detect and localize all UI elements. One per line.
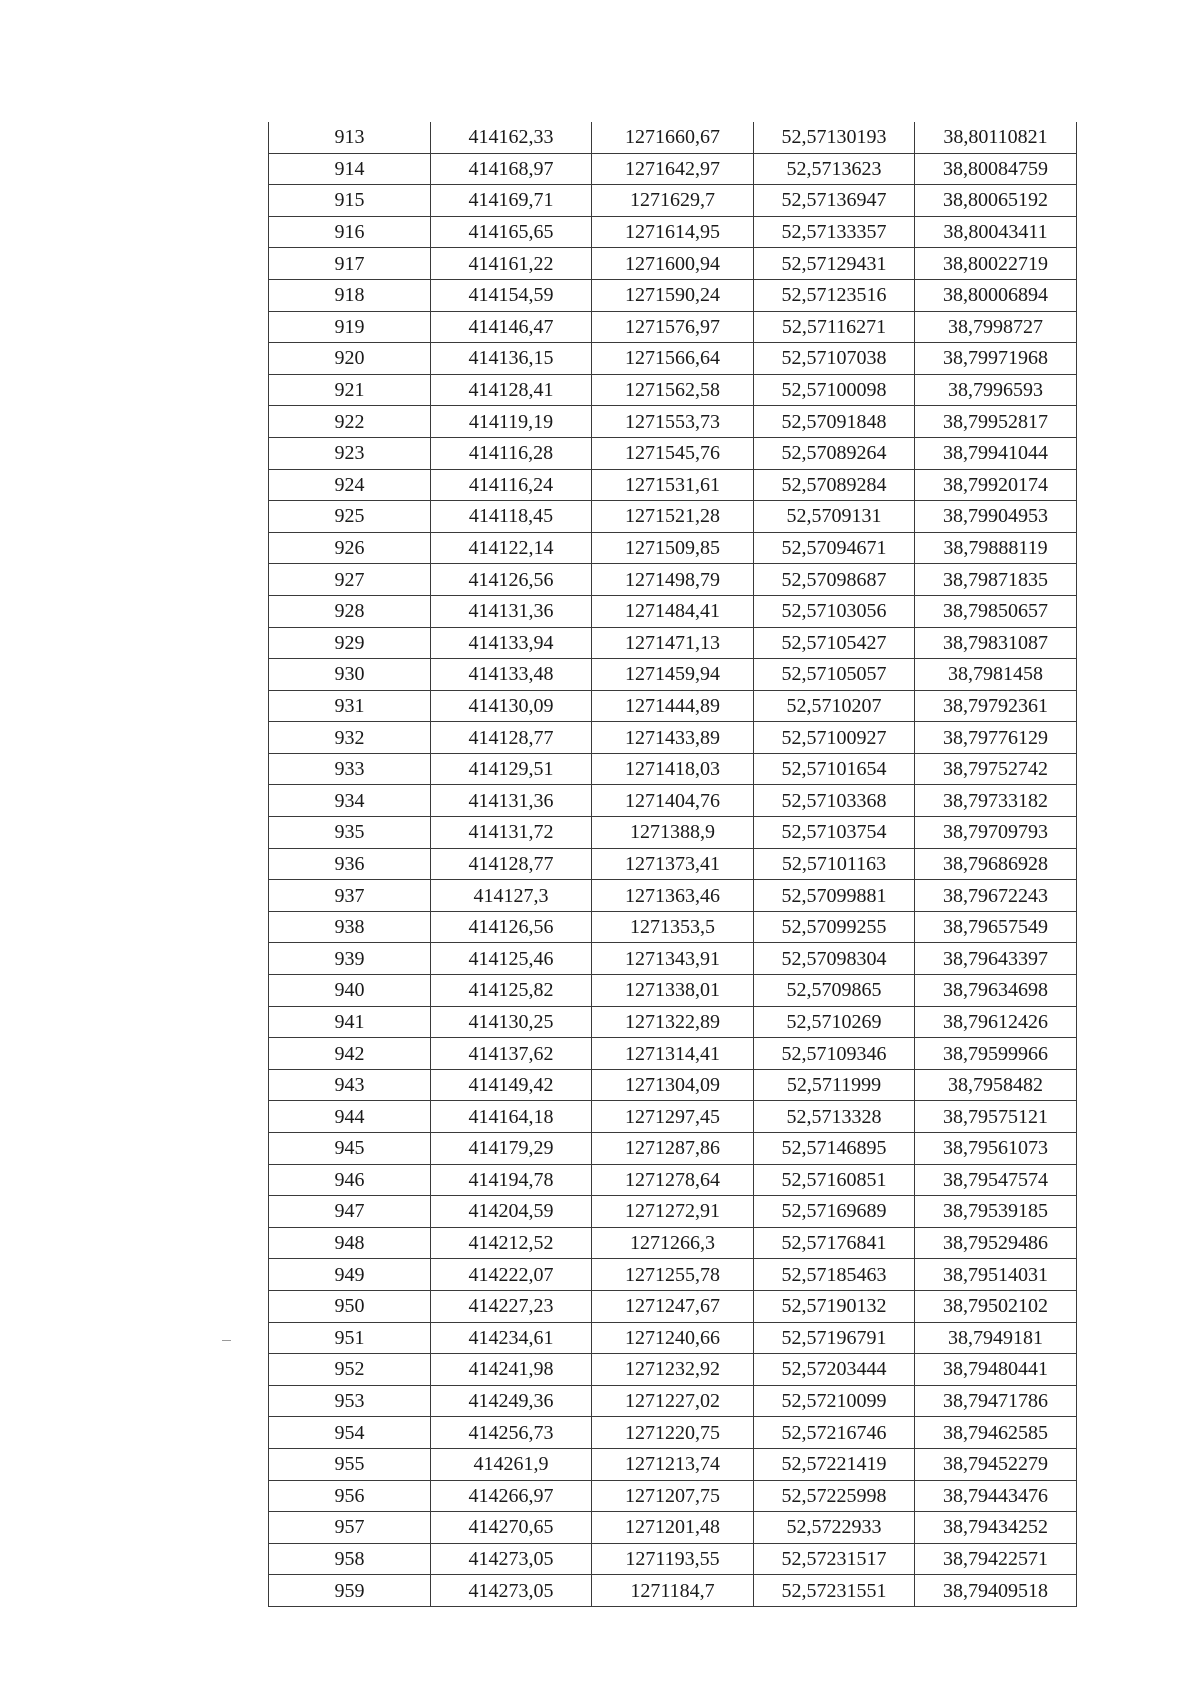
latitude-cell: 52,57100098 [754, 374, 915, 406]
longitude-cell: 38,79612426 [915, 1006, 1077, 1038]
y-coordinate-cell: 1271553,73 [592, 406, 754, 438]
y-coordinate-cell: 1271232,92 [592, 1354, 754, 1386]
table-row [269, 1069, 1077, 1101]
point-number-cell: 939 [269, 943, 431, 975]
point-number-cell: 934 [269, 785, 431, 817]
longitude-cell: 38,79952817 [915, 406, 1077, 438]
table-row [269, 1164, 1077, 1196]
point-number-cell: 915 [269, 185, 431, 217]
y-coordinate-cell: 1271545,76 [592, 437, 754, 469]
longitude-cell: 38,79904953 [915, 501, 1077, 533]
longitude-cell: 38,79941044 [915, 437, 1077, 469]
table-row [269, 1133, 1077, 1165]
table-row [269, 785, 1077, 817]
table-row [269, 1354, 1077, 1386]
x-coordinate-cell: 414131,36 [431, 785, 592, 817]
y-coordinate-cell: 1271338,01 [592, 975, 754, 1007]
x-coordinate-cell: 414125,46 [431, 943, 592, 975]
point-number-cell: 926 [269, 532, 431, 564]
x-coordinate-cell: 414212,52 [431, 1227, 592, 1259]
y-coordinate-cell: 1271531,61 [592, 469, 754, 501]
table-row [269, 406, 1077, 438]
x-coordinate-cell: 414116,28 [431, 437, 592, 469]
y-coordinate-cell: 1271600,94 [592, 248, 754, 280]
y-coordinate-cell: 1271471,13 [592, 627, 754, 659]
table-row [269, 627, 1077, 659]
latitude-cell: 52,5709131 [754, 501, 915, 533]
longitude-cell: 38,79792361 [915, 690, 1077, 722]
latitude-cell: 52,57136947 [754, 185, 915, 217]
latitude-cell: 52,5713623 [754, 153, 915, 185]
y-coordinate-cell: 1271272,91 [592, 1196, 754, 1228]
latitude-cell: 52,57101654 [754, 753, 915, 785]
x-coordinate-cell: 414162,33 [431, 122, 592, 153]
latitude-cell: 52,57094671 [754, 532, 915, 564]
y-coordinate-cell: 1271509,85 [592, 532, 754, 564]
table-row [269, 690, 1077, 722]
latitude-cell: 52,57107038 [754, 343, 915, 375]
longitude-cell: 38,79686928 [915, 848, 1077, 880]
longitude-cell: 38,80043411 [915, 216, 1077, 248]
y-coordinate-cell: 1271287,86 [592, 1133, 754, 1165]
latitude-cell: 52,57231551 [754, 1575, 915, 1607]
latitude-cell: 52,57098687 [754, 564, 915, 596]
longitude-cell: 38,79971968 [915, 343, 1077, 375]
longitude-cell: 38,79561073 [915, 1133, 1077, 1165]
table-row [269, 722, 1077, 754]
table-row [269, 911, 1077, 943]
y-coordinate-cell: 1271201,48 [592, 1512, 754, 1544]
y-coordinate-cell: 1271629,7 [592, 185, 754, 217]
y-coordinate-cell: 1271521,28 [592, 501, 754, 533]
point-number-cell: 920 [269, 343, 431, 375]
table-row [269, 122, 1077, 153]
x-coordinate-cell: 414270,65 [431, 1512, 592, 1544]
x-coordinate-cell: 414119,19 [431, 406, 592, 438]
point-number-cell: 954 [269, 1417, 431, 1449]
point-number-cell: 914 [269, 153, 431, 185]
x-coordinate-cell: 414169,71 [431, 185, 592, 217]
y-coordinate-cell: 1271566,64 [592, 343, 754, 375]
y-coordinate-cell: 1271193,55 [592, 1543, 754, 1575]
longitude-cell: 38,79920174 [915, 469, 1077, 501]
y-coordinate-cell: 1271444,89 [592, 690, 754, 722]
longitude-cell: 38,79462585 [915, 1417, 1077, 1449]
y-coordinate-cell: 1271304,09 [592, 1069, 754, 1101]
x-coordinate-cell: 414256,73 [431, 1417, 592, 1449]
x-coordinate-cell: 414227,23 [431, 1290, 592, 1322]
latitude-cell: 52,57130193 [754, 122, 915, 153]
longitude-cell: 38,79733182 [915, 785, 1077, 817]
x-coordinate-cell: 414204,59 [431, 1196, 592, 1228]
table-row [269, 469, 1077, 501]
latitude-cell: 52,5711999 [754, 1069, 915, 1101]
longitude-cell: 38,79452279 [915, 1448, 1077, 1480]
x-coordinate-cell: 414126,56 [431, 564, 592, 596]
x-coordinate-cell: 414129,51 [431, 753, 592, 785]
point-number-cell: 943 [269, 1069, 431, 1101]
latitude-cell: 52,57100927 [754, 722, 915, 754]
longitude-cell: 38,80022719 [915, 248, 1077, 280]
table-row [269, 817, 1077, 849]
longitude-cell: 38,79434252 [915, 1512, 1077, 1544]
y-coordinate-cell: 1271227,02 [592, 1385, 754, 1417]
table-row [269, 943, 1077, 975]
table-row [269, 1575, 1077, 1607]
y-coordinate-cell: 1271388,9 [592, 817, 754, 849]
latitude-cell: 52,57169689 [754, 1196, 915, 1228]
x-coordinate-cell: 414261,9 [431, 1448, 592, 1480]
table-row [269, 343, 1077, 375]
point-number-cell: 933 [269, 753, 431, 785]
table-row [269, 153, 1077, 185]
longitude-cell: 38,7949181 [915, 1322, 1077, 1354]
y-coordinate-cell: 1271322,89 [592, 1006, 754, 1038]
y-coordinate-cell: 1271614,95 [592, 216, 754, 248]
coordinates-table-body [269, 122, 1077, 1606]
longitude-cell: 38,79443476 [915, 1480, 1077, 1512]
table-row [269, 1259, 1077, 1291]
longitude-cell: 38,79831087 [915, 627, 1077, 659]
latitude-cell: 52,57116271 [754, 311, 915, 343]
point-number-cell: 952 [269, 1354, 431, 1386]
point-number-cell: 948 [269, 1227, 431, 1259]
point-number-cell: 913 [269, 122, 431, 153]
y-coordinate-cell: 1271353,5 [592, 911, 754, 943]
point-number-cell: 938 [269, 911, 431, 943]
table-row [269, 1543, 1077, 1575]
point-number-cell: 949 [269, 1259, 431, 1291]
point-number-cell: 935 [269, 817, 431, 849]
point-number-cell: 945 [269, 1133, 431, 1165]
point-number-cell: 918 [269, 279, 431, 311]
x-coordinate-cell: 414131,72 [431, 817, 592, 849]
longitude-cell: 38,7958482 [915, 1069, 1077, 1101]
y-coordinate-cell: 1271404,76 [592, 785, 754, 817]
table-row [269, 248, 1077, 280]
x-coordinate-cell: 414122,14 [431, 532, 592, 564]
y-coordinate-cell: 1271433,89 [592, 722, 754, 754]
table-row [269, 1006, 1077, 1038]
x-coordinate-cell: 414273,05 [431, 1543, 592, 1575]
table-row [269, 848, 1077, 880]
table-row [269, 753, 1077, 785]
y-coordinate-cell: 1271418,03 [592, 753, 754, 785]
point-number-cell: 917 [269, 248, 431, 280]
point-number-cell: 923 [269, 437, 431, 469]
latitude-cell: 52,57221419 [754, 1448, 915, 1480]
longitude-cell: 38,79502102 [915, 1290, 1077, 1322]
table-row [269, 437, 1077, 469]
x-coordinate-cell: 414128,41 [431, 374, 592, 406]
y-coordinate-cell: 1271255,78 [592, 1259, 754, 1291]
longitude-cell: 38,7996593 [915, 374, 1077, 406]
point-number-cell: 953 [269, 1385, 431, 1417]
point-number-cell: 925 [269, 501, 431, 533]
longitude-cell: 38,7998727 [915, 311, 1077, 343]
longitude-cell: 38,80084759 [915, 153, 1077, 185]
y-coordinate-cell: 1271498,79 [592, 564, 754, 596]
table-row [269, 1417, 1077, 1449]
table-row [269, 216, 1077, 248]
point-number-cell: 931 [269, 690, 431, 722]
point-number-cell: 928 [269, 595, 431, 627]
x-coordinate-cell: 414125,82 [431, 975, 592, 1007]
latitude-cell: 52,57123516 [754, 279, 915, 311]
x-coordinate-cell: 414116,24 [431, 469, 592, 501]
table-row [269, 564, 1077, 596]
x-coordinate-cell: 414241,98 [431, 1354, 592, 1386]
x-coordinate-cell: 414154,59 [431, 279, 592, 311]
latitude-cell: 52,57105427 [754, 627, 915, 659]
x-coordinate-cell: 414127,3 [431, 880, 592, 912]
y-coordinate-cell: 1271297,45 [592, 1101, 754, 1133]
point-number-cell: 946 [269, 1164, 431, 1196]
y-coordinate-cell: 1271363,46 [592, 880, 754, 912]
x-coordinate-cell: 414136,15 [431, 343, 592, 375]
latitude-cell: 52,57091848 [754, 406, 915, 438]
point-number-cell: 936 [269, 848, 431, 880]
point-number-cell: 944 [269, 1101, 431, 1133]
latitude-cell: 52,5710207 [754, 690, 915, 722]
x-coordinate-cell: 414164,18 [431, 1101, 592, 1133]
latitude-cell: 52,57089284 [754, 469, 915, 501]
point-number-cell: 940 [269, 975, 431, 1007]
x-coordinate-cell: 414133,48 [431, 659, 592, 691]
latitude-cell: 52,57203444 [754, 1354, 915, 1386]
y-coordinate-cell: 1271207,75 [592, 1480, 754, 1512]
y-coordinate-cell: 1271266,3 [592, 1227, 754, 1259]
latitude-cell: 52,57216746 [754, 1417, 915, 1449]
longitude-cell: 38,7981458 [915, 659, 1077, 691]
x-coordinate-cell: 414165,65 [431, 216, 592, 248]
scan-mark [222, 1340, 231, 1341]
point-number-cell: 957 [269, 1512, 431, 1544]
x-coordinate-cell: 414222,07 [431, 1259, 592, 1291]
latitude-cell: 52,57103368 [754, 785, 915, 817]
latitude-cell: 52,57101163 [754, 848, 915, 880]
point-number-cell: 941 [269, 1006, 431, 1038]
longitude-cell: 38,79672243 [915, 880, 1077, 912]
y-coordinate-cell: 1271247,67 [592, 1290, 754, 1322]
point-number-cell: 955 [269, 1448, 431, 1480]
longitude-cell: 38,79752742 [915, 753, 1077, 785]
x-coordinate-cell: 414128,77 [431, 722, 592, 754]
y-coordinate-cell: 1271459,94 [592, 659, 754, 691]
point-number-cell: 929 [269, 627, 431, 659]
latitude-cell: 52,5713328 [754, 1101, 915, 1133]
x-coordinate-cell: 414249,36 [431, 1385, 592, 1417]
longitude-cell: 38,79850657 [915, 595, 1077, 627]
longitude-cell: 38,79776129 [915, 722, 1077, 754]
latitude-cell: 52,57089264 [754, 437, 915, 469]
point-number-cell: 950 [269, 1290, 431, 1322]
table-row [269, 1038, 1077, 1070]
x-coordinate-cell: 414273,05 [431, 1575, 592, 1607]
y-coordinate-cell: 1271576,97 [592, 311, 754, 343]
longitude-cell: 38,79888119 [915, 532, 1077, 564]
x-coordinate-cell: 414131,36 [431, 595, 592, 627]
longitude-cell: 38,79514031 [915, 1259, 1077, 1291]
table-row [269, 185, 1077, 217]
longitude-cell: 38,79529486 [915, 1227, 1077, 1259]
x-coordinate-cell: 414126,56 [431, 911, 592, 943]
latitude-cell: 52,57099255 [754, 911, 915, 943]
latitude-cell: 52,57099881 [754, 880, 915, 912]
latitude-cell: 52,57225998 [754, 1480, 915, 1512]
point-number-cell: 927 [269, 564, 431, 596]
y-coordinate-cell: 1271373,41 [592, 848, 754, 880]
y-coordinate-cell: 1271660,67 [592, 122, 754, 153]
table-row [269, 374, 1077, 406]
longitude-cell: 38,79539185 [915, 1196, 1077, 1228]
latitude-cell: 52,57185463 [754, 1259, 915, 1291]
latitude-cell: 52,57103754 [754, 817, 915, 849]
y-coordinate-cell: 1271314,41 [592, 1038, 754, 1070]
table-row [269, 1101, 1077, 1133]
table-row [269, 1512, 1077, 1544]
table-row [269, 659, 1077, 691]
table-row [269, 1322, 1077, 1354]
point-number-cell: 937 [269, 880, 431, 912]
table-row [269, 975, 1077, 1007]
table-row [269, 532, 1077, 564]
longitude-cell: 38,79575121 [915, 1101, 1077, 1133]
table-row [269, 279, 1077, 311]
latitude-cell: 52,57098304 [754, 943, 915, 975]
table-row [269, 880, 1077, 912]
x-coordinate-cell: 414168,97 [431, 153, 592, 185]
latitude-cell: 52,5710269 [754, 1006, 915, 1038]
point-number-cell: 959 [269, 1575, 431, 1607]
latitude-cell: 52,57190132 [754, 1290, 915, 1322]
y-coordinate-cell: 1271343,91 [592, 943, 754, 975]
x-coordinate-cell: 414179,29 [431, 1133, 592, 1165]
longitude-cell: 38,79599966 [915, 1038, 1077, 1070]
x-coordinate-cell: 414130,09 [431, 690, 592, 722]
latitude-cell: 52,57129431 [754, 248, 915, 280]
x-coordinate-cell: 414133,94 [431, 627, 592, 659]
coordinates-table [268, 122, 1077, 1607]
longitude-cell: 38,79634698 [915, 975, 1077, 1007]
table-row [269, 1290, 1077, 1322]
latitude-cell: 52,57105057 [754, 659, 915, 691]
table-row [269, 1385, 1077, 1417]
table-row [269, 311, 1077, 343]
table-row [269, 1480, 1077, 1512]
table-row [269, 1448, 1077, 1480]
longitude-cell: 38,79422571 [915, 1543, 1077, 1575]
x-coordinate-cell: 414266,97 [431, 1480, 592, 1512]
longitude-cell: 38,80110821 [915, 122, 1077, 153]
longitude-cell: 38,79480441 [915, 1354, 1077, 1386]
x-coordinate-cell: 414130,25 [431, 1006, 592, 1038]
latitude-cell: 52,57146895 [754, 1133, 915, 1165]
longitude-cell: 38,80006894 [915, 279, 1077, 311]
table-row [269, 595, 1077, 627]
y-coordinate-cell: 1271278,64 [592, 1164, 754, 1196]
x-coordinate-cell: 414234,61 [431, 1322, 592, 1354]
y-coordinate-cell: 1271562,58 [592, 374, 754, 406]
y-coordinate-cell: 1271590,24 [592, 279, 754, 311]
table-row [269, 1227, 1077, 1259]
x-coordinate-cell: 414149,42 [431, 1069, 592, 1101]
longitude-cell: 38,79709793 [915, 817, 1077, 849]
point-number-cell: 947 [269, 1196, 431, 1228]
latitude-cell: 52,57176841 [754, 1227, 915, 1259]
table-row [269, 1196, 1077, 1228]
point-number-cell: 951 [269, 1322, 431, 1354]
x-coordinate-cell: 414146,47 [431, 311, 592, 343]
x-coordinate-cell: 414194,78 [431, 1164, 592, 1196]
x-coordinate-cell: 414161,22 [431, 248, 592, 280]
point-number-cell: 921 [269, 374, 431, 406]
latitude-cell: 52,5722933 [754, 1512, 915, 1544]
point-number-cell: 930 [269, 659, 431, 691]
latitude-cell: 52,57103056 [754, 595, 915, 627]
longitude-cell: 38,80065192 [915, 185, 1077, 217]
point-number-cell: 958 [269, 1543, 431, 1575]
table-row [269, 501, 1077, 533]
latitude-cell: 52,57210099 [754, 1385, 915, 1417]
y-coordinate-cell: 1271213,74 [592, 1448, 754, 1480]
y-coordinate-cell: 1271240,66 [592, 1322, 754, 1354]
point-number-cell: 942 [269, 1038, 431, 1070]
point-number-cell: 956 [269, 1480, 431, 1512]
point-number-cell: 916 [269, 216, 431, 248]
longitude-cell: 38,79871835 [915, 564, 1077, 596]
latitude-cell: 52,57231517 [754, 1543, 915, 1575]
longitude-cell: 38,79409518 [915, 1575, 1077, 1607]
x-coordinate-cell: 414118,45 [431, 501, 592, 533]
longitude-cell: 38,79547574 [915, 1164, 1077, 1196]
longitude-cell: 38,79657549 [915, 911, 1077, 943]
longitude-cell: 38,79471786 [915, 1385, 1077, 1417]
y-coordinate-cell: 1271184,7 [592, 1575, 754, 1607]
y-coordinate-cell: 1271642,97 [592, 153, 754, 185]
latitude-cell: 52,57109346 [754, 1038, 915, 1070]
point-number-cell: 924 [269, 469, 431, 501]
latitude-cell: 52,57160851 [754, 1164, 915, 1196]
x-coordinate-cell: 414137,62 [431, 1038, 592, 1070]
point-number-cell: 932 [269, 722, 431, 754]
latitude-cell: 52,57133357 [754, 216, 915, 248]
point-number-cell: 922 [269, 406, 431, 438]
longitude-cell: 38,79643397 [915, 943, 1077, 975]
latitude-cell: 52,5709865 [754, 975, 915, 1007]
point-number-cell: 919 [269, 311, 431, 343]
x-coordinate-cell: 414128,77 [431, 848, 592, 880]
y-coordinate-cell: 1271484,41 [592, 595, 754, 627]
y-coordinate-cell: 1271220,75 [592, 1417, 754, 1449]
latitude-cell: 52,57196791 [754, 1322, 915, 1354]
